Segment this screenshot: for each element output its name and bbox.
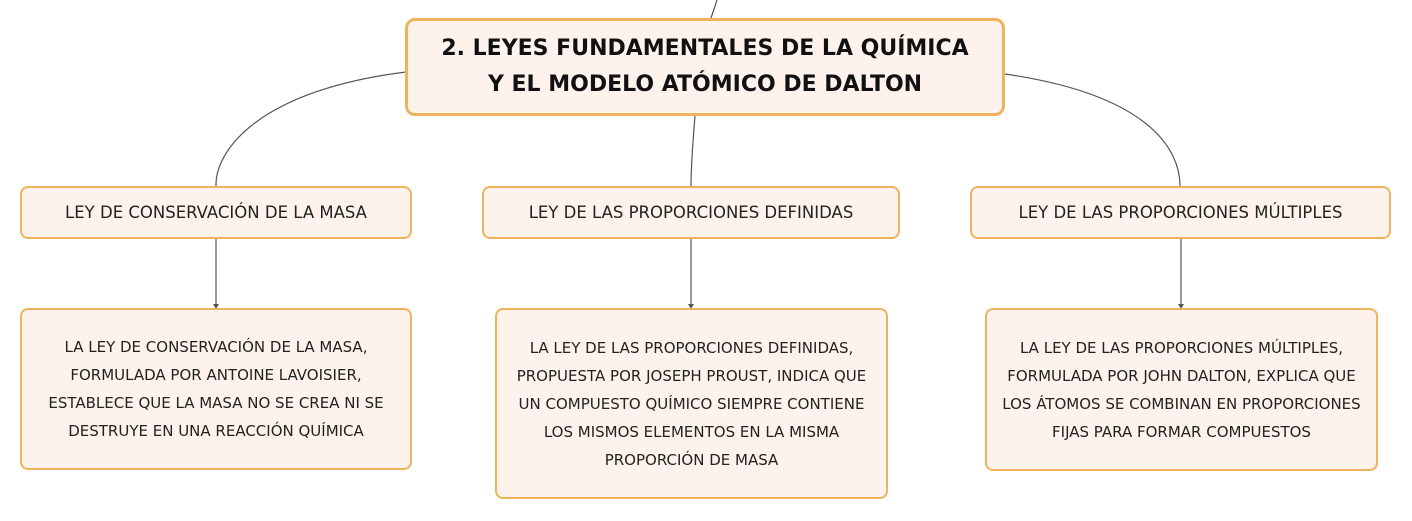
description-text: LA LEY DE LAS PROPORCIONES MÚLTIPLES, FORMULADA POR JOHN DALTON, EXPLICA QUE LOS ÁTOMOS SE COMBINAN EN PROPORCIONES FIJAS PARA FORMAR COMPUESTOS (1002, 338, 1361, 441)
description-text: LA LEY DE LAS PROPORCIONES DEFINIDAS, PROPUESTA POR JOSEPH PROUST, INDICA QUE UN COMPUESTO QUÍMICO SIEMPRE CONTIENE LOS MISMOS ELEMENTOS EN LA MISMA PROPORCIÓN DE MASA (516, 338, 867, 469)
law-title: LEY DE LAS PROPORCIONES MÚLTIPLES (1018, 203, 1343, 222)
law-title: LEY DE CONSERVACIÓN DE LA MASA (65, 203, 367, 222)
law-node-definite-proportions[interactable] (482, 186, 900, 239)
connector-main-to-law-3 (1005, 74, 1180, 186)
description-text: LA LEY DE CONSERVACIÓN DE LA MASA, FORMULADA POR ANTOINE LAVOISIER, ESTABLECE QUE LA MASA NO SE CREA NI SE DESTRUYE EN UNA REACCIÓN QUÍMICA (48, 338, 384, 440)
description-node-conservation-mass[interactable] (20, 308, 412, 470)
connector-main-to-law-2 (691, 116, 695, 186)
main-topic-title: 2. LEYES FUNDAMENTALES DE LA QUÍMICA Y EL MODELO ATÓMICO DE DALTON (441, 36, 969, 97)
main-topic-node[interactable] (405, 18, 1005, 116)
law-node-multiple-proportions[interactable] (970, 186, 1391, 239)
law-node-conservation-mass[interactable] (20, 186, 412, 239)
description-node-definite-proportions[interactable] (495, 308, 888, 499)
law-title: LEY DE LAS PROPORCIONES DEFINIDAS (528, 203, 854, 222)
connector-from-parent (711, 0, 717, 18)
description-node-multiple-proportions[interactable] (985, 308, 1378, 471)
connector-main-to-law-1 (216, 72, 406, 186)
